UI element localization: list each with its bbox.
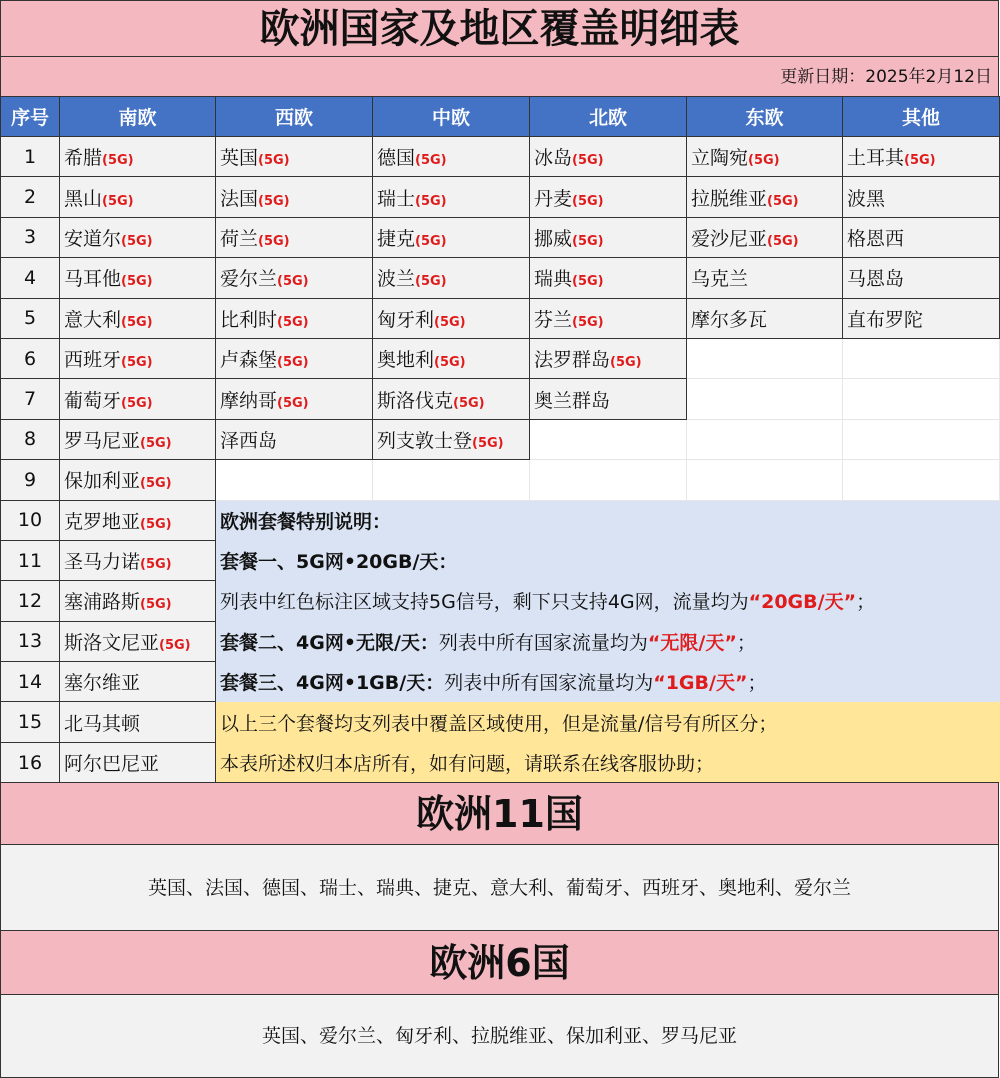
empty-cell xyxy=(530,419,687,459)
country-cell xyxy=(530,379,687,419)
note-blue xyxy=(216,500,1000,540)
country-cell xyxy=(373,338,530,378)
row-number: 7 xyxy=(1,379,60,419)
country-name: 奥兰群岛 xyxy=(534,389,611,412)
country-cell xyxy=(530,217,687,257)
country-name: 直布罗陀 xyxy=(847,308,924,331)
country-cell xyxy=(60,621,216,661)
section-6-title: 欧洲6国 xyxy=(0,930,999,995)
country-cell xyxy=(373,298,530,338)
country-cell xyxy=(843,298,1000,338)
country-name: 意大利 xyxy=(64,308,122,331)
country-name: 保加利亚 xyxy=(64,470,141,493)
country-cell xyxy=(687,137,843,177)
empty-cell xyxy=(373,460,530,500)
note-blue xyxy=(216,540,1000,580)
country-cell xyxy=(60,662,216,702)
country-name: 摩尔多瓦 xyxy=(691,308,768,331)
country-cell xyxy=(60,258,216,298)
table-row xyxy=(1,217,1000,257)
empty-cell xyxy=(687,379,843,419)
empty-cell xyxy=(687,460,843,500)
note-blue xyxy=(216,581,1000,621)
tag-5g: (5G) xyxy=(102,193,134,209)
country-name: 芬兰 xyxy=(534,308,573,331)
country-name: 格恩西 xyxy=(847,227,905,250)
country-cell xyxy=(373,258,530,298)
country-name: 乌克兰 xyxy=(691,268,749,291)
row-number: 15 xyxy=(1,702,60,742)
tag-5g: (5G) xyxy=(159,637,191,653)
row-number: 8 xyxy=(1,419,60,459)
tag-5g: (5G) xyxy=(748,153,780,169)
country-cell xyxy=(216,137,373,177)
note-text: 列表中所有国家流量均为 xyxy=(444,672,654,695)
note-text: “20GB/天” xyxy=(748,591,857,614)
row-number: 5 xyxy=(1,298,60,338)
table-row xyxy=(1,177,1000,217)
note-text: 以上三个套餐均支列表中覆盖区域使用，但是流量/信号有所区分； xyxy=(220,712,778,735)
country-name: 挪威 xyxy=(534,227,573,250)
tag-5g: (5G) xyxy=(572,314,604,330)
tag-5g: (5G) xyxy=(140,597,172,613)
country-cell xyxy=(530,258,687,298)
country-name: 英国 xyxy=(220,147,259,170)
tag-5g: (5G) xyxy=(572,153,604,169)
country-name: 黑山 xyxy=(64,187,103,210)
country-cell xyxy=(60,742,216,782)
row-number: 16 xyxy=(1,742,60,782)
row-number: 10 xyxy=(1,500,60,540)
country-cell xyxy=(216,258,373,298)
country-name: 匈牙利 xyxy=(377,308,435,331)
empty-cell xyxy=(530,460,687,500)
empty-cell xyxy=(843,419,1000,459)
row-number: 1 xyxy=(1,137,60,177)
country-cell xyxy=(60,581,216,621)
tag-5g: (5G) xyxy=(434,355,466,371)
tag-5g: (5G) xyxy=(415,233,447,249)
tag-5g: (5G) xyxy=(102,153,134,169)
section-11-list: 英国、法国、德国、瑞士、瑞典、捷克、意大利、葡萄牙、西班牙、奥地利、爱尔兰 xyxy=(0,844,999,931)
header-6: 其他 xyxy=(843,97,1000,137)
header-4: 北欧 xyxy=(530,97,687,137)
row-number: 2 xyxy=(1,177,60,217)
page-title: 欧洲国家及地区覆盖明细表 xyxy=(0,0,999,57)
table-body xyxy=(1,137,1000,783)
row-number: 11 xyxy=(1,540,60,580)
row-number: 12 xyxy=(1,581,60,621)
country-cell xyxy=(216,419,373,459)
country-name: 斯洛伐克 xyxy=(377,389,454,412)
country-name: 法罗群岛 xyxy=(534,349,611,372)
row-number: 14 xyxy=(1,662,60,702)
country-name: 北马其顿 xyxy=(64,712,141,735)
tag-5g: (5G) xyxy=(140,516,172,532)
section-11-title: 欧洲11国 xyxy=(0,782,999,845)
country-name: 卢森堡 xyxy=(220,349,278,372)
row-number: 6 xyxy=(1,338,60,378)
tag-5g: (5G) xyxy=(258,233,290,249)
country-name: 圣马力诺 xyxy=(64,551,141,574)
country-cell xyxy=(687,298,843,338)
note-blue xyxy=(216,621,1000,661)
country-cell xyxy=(843,258,1000,298)
country-cell xyxy=(216,298,373,338)
country-name: 丹麦 xyxy=(534,187,573,210)
country-cell xyxy=(216,217,373,257)
tag-5g: (5G) xyxy=(610,355,642,371)
header-3: 中欧 xyxy=(373,97,530,137)
tag-5g: (5G) xyxy=(121,355,153,371)
tag-5g: (5G) xyxy=(767,193,799,209)
country-name: 希腊 xyxy=(64,147,103,170)
note-text: ； xyxy=(747,672,767,695)
note-text: ； xyxy=(736,631,756,654)
empty-cell xyxy=(216,460,373,500)
country-cell xyxy=(373,137,530,177)
country-cell xyxy=(373,217,530,257)
note-blue xyxy=(216,662,1000,702)
row-number: 13 xyxy=(1,621,60,661)
country-cell xyxy=(60,540,216,580)
table-row xyxy=(1,137,1000,177)
country-name: 瑞典 xyxy=(534,268,573,291)
country-name: 摩纳哥 xyxy=(220,389,278,412)
country-name: 塞浦路斯 xyxy=(64,591,141,614)
country-cell xyxy=(60,338,216,378)
country-name: 德国 xyxy=(377,147,416,170)
country-name: 泽西岛 xyxy=(220,429,278,452)
country-name: 克罗地亚 xyxy=(64,510,141,533)
empty-cell xyxy=(687,419,843,459)
table-row xyxy=(1,742,1000,782)
country-name: 冰岛 xyxy=(534,147,573,170)
country-cell xyxy=(530,298,687,338)
tag-5g: (5G) xyxy=(904,153,936,169)
table-row xyxy=(1,621,1000,661)
tag-5g: (5G) xyxy=(415,193,447,209)
note-text: “1GB/天” xyxy=(653,672,748,695)
table-row xyxy=(1,258,1000,298)
country-cell xyxy=(60,460,216,500)
country-cell xyxy=(60,702,216,742)
country-cell xyxy=(687,258,843,298)
empty-cell xyxy=(843,460,1000,500)
country-name: 波兰 xyxy=(377,268,416,291)
country-name: 爱尔兰 xyxy=(220,268,278,291)
tag-5g: (5G) xyxy=(415,153,447,169)
note-yellow xyxy=(216,702,1000,742)
row-number: 4 xyxy=(1,258,60,298)
table-row xyxy=(1,298,1000,338)
country-name: 罗马尼亚 xyxy=(64,429,141,452)
country-name: 斯洛文尼亚 xyxy=(64,631,160,654)
country-name: 塞尔维亚 xyxy=(64,672,141,695)
country-name: 瑞士 xyxy=(377,187,416,210)
country-name: 马恩岛 xyxy=(847,268,905,291)
tag-5g: (5G) xyxy=(572,274,604,290)
country-cell xyxy=(843,217,1000,257)
tag-5g: (5G) xyxy=(140,476,172,492)
country-name: 捷克 xyxy=(377,227,416,250)
tag-5g: (5G) xyxy=(121,395,153,411)
country-name: 奥地利 xyxy=(377,349,435,372)
country-name: 列支敦士登 xyxy=(377,429,473,452)
table-row xyxy=(1,662,1000,702)
country-cell xyxy=(687,177,843,217)
note-text: 欧洲套餐特别说明： xyxy=(220,510,392,533)
note-text: 列表中所有国家流量均为 xyxy=(438,631,648,654)
header-5: 东欧 xyxy=(687,97,843,137)
country-cell xyxy=(373,379,530,419)
country-name: 法国 xyxy=(220,187,259,210)
tag-5g: (5G) xyxy=(415,274,447,290)
country-name: 葡萄牙 xyxy=(64,389,122,412)
note-text: 套餐二、4G网•无限/天： xyxy=(220,631,439,654)
country-name: 土耳其 xyxy=(847,147,905,170)
country-cell xyxy=(60,177,216,217)
note-text: “无限/天” xyxy=(647,631,737,654)
table-row xyxy=(1,460,1000,500)
country-cell xyxy=(687,217,843,257)
table-row xyxy=(1,500,1000,540)
header-0: 序号 xyxy=(1,97,60,137)
header-1: 南欧 xyxy=(60,97,216,137)
header-row xyxy=(1,97,1000,137)
country-cell xyxy=(373,419,530,459)
table-row xyxy=(1,702,1000,742)
table-row xyxy=(1,540,1000,580)
tag-5g: (5G) xyxy=(572,233,604,249)
empty-cell xyxy=(687,338,843,378)
tag-5g: (5G) xyxy=(121,314,153,330)
tag-5g: (5G) xyxy=(258,193,290,209)
table-row xyxy=(1,419,1000,459)
country-cell xyxy=(216,379,373,419)
country-name: 西班牙 xyxy=(64,349,122,372)
tag-5g: (5G) xyxy=(121,233,153,249)
row-number: 9 xyxy=(1,460,60,500)
tag-5g: (5G) xyxy=(572,193,604,209)
country-name: 马耳他 xyxy=(64,268,122,291)
country-cell xyxy=(60,419,216,459)
country-cell xyxy=(530,338,687,378)
country-cell xyxy=(216,338,373,378)
note-text: 套餐三、4G网•1GB/天： xyxy=(220,672,445,695)
note-text: 列表中红色标注区域支持5G信号，剩下只支持4G网，流量均为 xyxy=(220,591,749,614)
country-name: 立陶宛 xyxy=(691,147,749,170)
tag-5g: (5G) xyxy=(277,395,309,411)
country-cell xyxy=(60,500,216,540)
header-2: 西欧 xyxy=(216,97,373,137)
country-name: 波黑 xyxy=(847,187,886,210)
tag-5g: (5G) xyxy=(277,314,309,330)
table-row xyxy=(1,581,1000,621)
country-cell xyxy=(60,137,216,177)
tag-5g: (5G) xyxy=(277,274,309,290)
tag-5g: (5G) xyxy=(472,435,504,451)
country-name: 爱沙尼亚 xyxy=(691,227,768,250)
country-name: 比利时 xyxy=(220,308,278,331)
table-row xyxy=(1,379,1000,419)
tag-5g: (5G) xyxy=(140,435,172,451)
note-text: 套餐一、5G网•20GB/天： xyxy=(220,551,458,574)
country-cell xyxy=(60,379,216,419)
tag-5g: (5G) xyxy=(453,395,485,411)
table-row xyxy=(1,338,1000,378)
note-text: 本表所述权归本店所有，如有问题，请联系在线客服协助； xyxy=(220,753,715,776)
country-cell xyxy=(530,177,687,217)
tag-5g: (5G) xyxy=(434,314,466,330)
coverage-table xyxy=(0,96,1000,783)
country-cell xyxy=(843,137,1000,177)
tag-5g: (5G) xyxy=(121,274,153,290)
section-6-list: 英国、爱尔兰、匈牙利、拉脱维亚、保加利亚、罗马尼亚 xyxy=(0,994,999,1078)
note-text: ； xyxy=(856,591,876,614)
country-name: 安道尔 xyxy=(64,227,122,250)
country-cell xyxy=(843,177,1000,217)
row-number: 3 xyxy=(1,217,60,257)
tag-5g: (5G) xyxy=(277,355,309,371)
country-name: 荷兰 xyxy=(220,227,259,250)
tag-5g: (5G) xyxy=(258,153,290,169)
note-yellow xyxy=(216,742,1000,782)
empty-cell xyxy=(843,338,1000,378)
update-date: 更新日期：2025年2月12日 xyxy=(0,56,999,97)
tag-5g: (5G) xyxy=(140,557,172,573)
country-cell xyxy=(530,137,687,177)
country-cell xyxy=(216,177,373,217)
country-cell xyxy=(60,298,216,338)
country-cell xyxy=(373,177,530,217)
country-name: 阿尔巴尼亚 xyxy=(64,753,160,776)
tag-5g: (5G) xyxy=(767,233,799,249)
empty-cell xyxy=(843,379,1000,419)
country-name: 拉脱维亚 xyxy=(691,187,768,210)
country-cell xyxy=(60,217,216,257)
